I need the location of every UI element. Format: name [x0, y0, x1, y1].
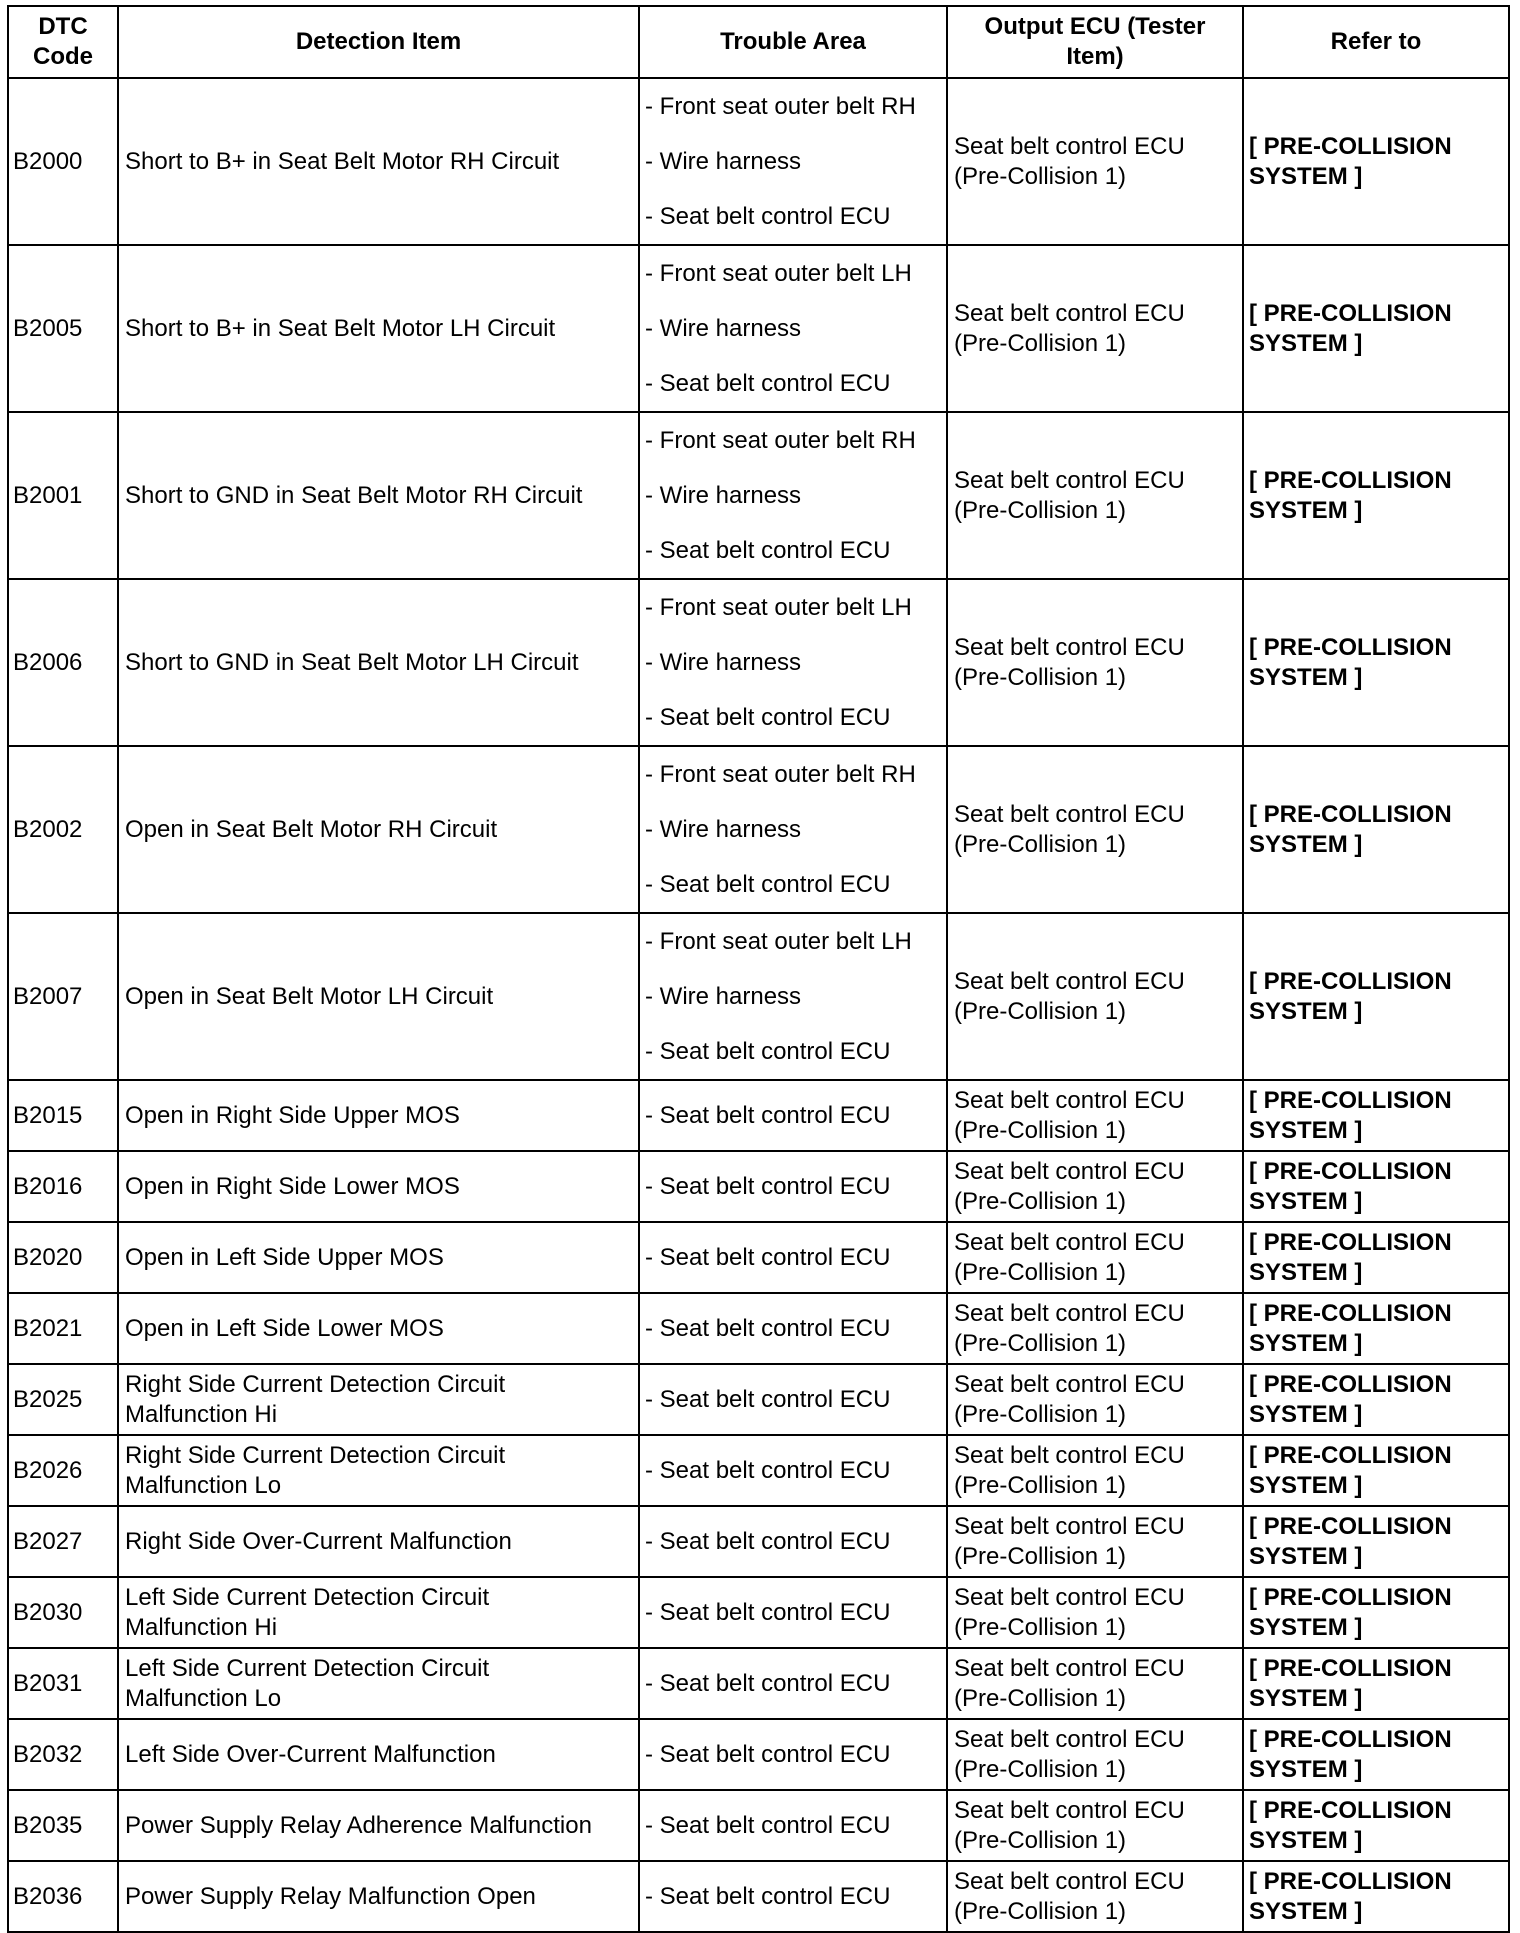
detection-item-line: Right Side Over-Current Malfunction: [125, 1527, 512, 1555]
output-ecu-line: (Pre-Collision 1): [954, 830, 1127, 858]
output-ecu-line: Seat belt control ECU: [954, 1796, 1185, 1824]
table-row: [8, 746, 1509, 913]
detection-item-line: Open in Right Side Lower MOS: [125, 1172, 460, 1200]
trouble-area-line: - Wire harness: [645, 983, 802, 1010]
refer-to-line: [ PRE-COLLISION: [1249, 132, 1452, 160]
refer-to-line: SYSTEM ]: [1249, 1116, 1363, 1144]
detection-item-cell: [118, 1435, 639, 1506]
refer-to-cell: [1243, 1719, 1509, 1790]
refer-to-cell: [1243, 1364, 1509, 1435]
output-ecu-line: (Pre-Collision 1): [954, 1471, 1127, 1499]
header-label: Trouble Area: [720, 28, 866, 55]
trouble-area-cell: [639, 78, 947, 245]
trouble-area-line: - Seat belt control ECU: [645, 1038, 891, 1065]
output-ecu-line: (Pre-Collision 1): [954, 1258, 1127, 1286]
header-row: [8, 6, 1509, 78]
trouble-area-line: - Seat belt control ECU: [645, 537, 891, 564]
dtc-table: [7, 5, 1510, 1933]
refer-to-line: [ PRE-COLLISION: [1249, 1725, 1452, 1753]
output-ecu-cell: [947, 412, 1243, 579]
refer-to-line: SYSTEM ]: [1249, 663, 1363, 691]
table-row: [8, 1861, 1509, 1932]
dtc-code-cell: B2015: [8, 1080, 118, 1151]
refer-to-cell: [1243, 1293, 1509, 1364]
trouble-area-cell: [639, 1222, 947, 1293]
detection-item-cell: [118, 1861, 639, 1932]
table-row: [8, 1222, 1509, 1293]
detection-item-line: Power Supply Relay Malfunction Open: [125, 1882, 536, 1910]
trouble-area-line: - Seat belt control ECU: [645, 203, 891, 230]
trouble-area-cell: [639, 1506, 947, 1577]
dtc-code-cell: B2036: [8, 1861, 118, 1932]
detection-item-cell: [118, 579, 639, 746]
refer-to-line: [ PRE-COLLISION: [1249, 1867, 1452, 1895]
output-ecu-line: Seat belt control ECU: [954, 1512, 1185, 1540]
output-ecu-cell: [947, 1790, 1243, 1861]
trouble-area-line: - Seat belt control ECU: [645, 1101, 891, 1129]
dtc-code-cell: B2035: [8, 1790, 118, 1861]
trouble-area-cell: [639, 1364, 947, 1435]
trouble-area-line: - Wire harness: [645, 816, 802, 843]
trouble-area-line: - Front seat outer belt LH: [645, 260, 912, 287]
detection-item-line: Left Side Current Detection Circuit: [125, 1583, 490, 1611]
detection-item-line: Malfunction Lo: [125, 1471, 282, 1499]
refer-to-line: [ PRE-COLLISION: [1249, 466, 1452, 494]
refer-to-line: [ PRE-COLLISION: [1249, 1796, 1452, 1824]
dtc-code-cell: B2020: [8, 1222, 118, 1293]
dtc-code-cell: B2025: [8, 1364, 118, 1435]
trouble-area-line: - Front seat outer belt LH: [645, 928, 912, 955]
header-label: Output ECU (Tester: [984, 13, 1206, 40]
trouble-area-line: - Seat belt control ECU: [645, 1172, 891, 1200]
output-ecu-line: Seat belt control ECU: [954, 1725, 1185, 1753]
output-ecu-line: (Pre-Collision 1): [954, 663, 1127, 691]
detection-item-cell: [118, 1080, 639, 1151]
detection-item-line: Right Side Current Detection Circuit: [125, 1370, 506, 1398]
detection-item-line: Open in Seat Belt Motor LH Circuit: [125, 982, 494, 1010]
table-row: [8, 579, 1509, 746]
detection-item-line: Open in Right Side Upper MOS: [125, 1101, 460, 1129]
trouble-area-line: - Seat belt control ECU: [645, 1598, 891, 1626]
output-ecu-line: (Pre-Collision 1): [954, 1897, 1127, 1925]
trouble-area-line: - Wire harness: [645, 315, 802, 342]
output-ecu-cell: [947, 1364, 1243, 1435]
output-ecu-cell: [947, 245, 1243, 412]
detection-item-line: Malfunction Lo: [125, 1684, 282, 1712]
table-row: [8, 913, 1509, 1080]
detection-item-line: Short to GND in Seat Belt Motor LH Circuit: [125, 648, 579, 676]
trouble-area-cell: [639, 1151, 947, 1222]
output-ecu-cell: [947, 78, 1243, 245]
output-ecu-line: (Pre-Collision 1): [954, 1684, 1127, 1712]
trouble-area-line: - Seat belt control ECU: [645, 1243, 891, 1271]
output-ecu-line: Seat belt control ECU: [954, 1441, 1185, 1469]
output-ecu-line: Seat belt control ECU: [954, 1299, 1185, 1327]
output-ecu-cell: [947, 1577, 1243, 1648]
refer-to-line: [ PRE-COLLISION: [1249, 1370, 1452, 1398]
output-ecu-cell: [947, 913, 1243, 1080]
trouble-area-cell: [639, 1861, 947, 1932]
trouble-area-line: - Seat belt control ECU: [645, 1314, 891, 1342]
detection-item-line: Malfunction Hi: [125, 1400, 278, 1428]
header-output-ecu: [947, 6, 1243, 78]
refer-to-cell: [1243, 1222, 1509, 1293]
refer-to-line: [ PRE-COLLISION: [1249, 299, 1452, 327]
table-row: [8, 1577, 1509, 1648]
trouble-area-cell: [639, 245, 947, 412]
output-ecu-line: (Pre-Collision 1): [954, 1329, 1127, 1357]
table-row: [8, 1506, 1509, 1577]
output-ecu-line: Seat belt control ECU: [954, 132, 1185, 160]
output-ecu-line: Seat belt control ECU: [954, 1228, 1185, 1256]
output-ecu-line: (Pre-Collision 1): [954, 1542, 1127, 1570]
refer-to-line: SYSTEM ]: [1249, 1400, 1363, 1428]
dtc-code-cell: B2016: [8, 1151, 118, 1222]
output-ecu-line: Seat belt control ECU: [954, 299, 1185, 327]
refer-to-line: SYSTEM ]: [1249, 1329, 1363, 1357]
output-ecu-cell: [947, 1151, 1243, 1222]
trouble-area-cell: [639, 1648, 947, 1719]
dtc-code-cell: B2027: [8, 1506, 118, 1577]
refer-to-line: SYSTEM ]: [1249, 1684, 1363, 1712]
trouble-area-cell: [639, 1293, 947, 1364]
table-row: [8, 1364, 1509, 1435]
output-ecu-line: Seat belt control ECU: [954, 1370, 1185, 1398]
detection-item-cell: [118, 1364, 639, 1435]
table-row: [8, 1719, 1509, 1790]
refer-to-cell: [1243, 579, 1509, 746]
trouble-area-cell: [639, 412, 947, 579]
dtc-code-cell: B2006: [8, 579, 118, 746]
refer-to-line: SYSTEM ]: [1249, 1187, 1363, 1215]
detection-item-cell: [118, 412, 639, 579]
refer-to-cell: [1243, 78, 1509, 245]
output-ecu-cell: [947, 1506, 1243, 1577]
output-ecu-line: (Pre-Collision 1): [954, 496, 1127, 524]
header-label: DTC: [38, 13, 88, 40]
trouble-area-cell: [639, 1435, 947, 1506]
detection-item-line: Short to B+ in Seat Belt Motor LH Circuit: [125, 314, 556, 342]
output-ecu-line: Seat belt control ECU: [954, 633, 1185, 661]
refer-to-line: SYSTEM ]: [1249, 1613, 1363, 1641]
refer-to-line: [ PRE-COLLISION: [1249, 1441, 1452, 1469]
refer-to-line: SYSTEM ]: [1249, 1826, 1363, 1854]
refer-to-line: SYSTEM ]: [1249, 162, 1363, 190]
output-ecu-line: Seat belt control ECU: [954, 800, 1185, 828]
trouble-area-line: - Wire harness: [645, 649, 802, 676]
refer-to-line: SYSTEM ]: [1249, 496, 1363, 524]
table-row: [8, 78, 1509, 245]
detection-item-line: Open in Left Side Lower MOS: [125, 1314, 444, 1342]
output-ecu-line: Seat belt control ECU: [954, 1867, 1185, 1895]
refer-to-cell: [1243, 245, 1509, 412]
detection-item-cell: [118, 1293, 639, 1364]
trouble-area-cell: [639, 1790, 947, 1861]
refer-to-line: SYSTEM ]: [1249, 1897, 1363, 1925]
trouble-area-line: - Front seat outer belt LH: [645, 594, 912, 621]
dtc-code-cell: B2000: [8, 78, 118, 245]
trouble-area-line: - Seat belt control ECU: [645, 1669, 891, 1697]
refer-to-line: [ PRE-COLLISION: [1249, 967, 1452, 995]
refer-to-line: SYSTEM ]: [1249, 1258, 1363, 1286]
detection-item-cell: [118, 913, 639, 1080]
refer-to-line: [ PRE-COLLISION: [1249, 1512, 1452, 1540]
table-row: [8, 1080, 1509, 1151]
refer-to-line: [ PRE-COLLISION: [1249, 1086, 1452, 1114]
trouble-area-cell: [639, 1577, 947, 1648]
dtc-code-cell: B2007: [8, 913, 118, 1080]
refer-to-line: [ PRE-COLLISION: [1249, 1654, 1452, 1682]
output-ecu-cell: [947, 1719, 1243, 1790]
output-ecu-line: (Pre-Collision 1): [954, 1613, 1127, 1641]
trouble-area-line: - Wire harness: [645, 482, 802, 509]
trouble-area-line: - Front seat outer belt RH: [645, 427, 916, 454]
dtc-code-cell: B2005: [8, 245, 118, 412]
output-ecu-line: (Pre-Collision 1): [954, 997, 1127, 1025]
refer-to-cell: [1243, 746, 1509, 913]
refer-to-cell: [1243, 913, 1509, 1080]
refer-to-line: SYSTEM ]: [1249, 1471, 1363, 1499]
table-header: [8, 6, 1509, 78]
output-ecu-cell: [947, 746, 1243, 913]
refer-to-line: SYSTEM ]: [1249, 1542, 1363, 1570]
header-detection-item: [118, 6, 639, 78]
trouble-area-line: - Seat belt control ECU: [645, 1882, 891, 1910]
refer-to-cell: [1243, 1861, 1509, 1932]
detection-item-cell: [118, 1222, 639, 1293]
refer-to-line: [ PRE-COLLISION: [1249, 1157, 1452, 1185]
refer-to-line: [ PRE-COLLISION: [1249, 1583, 1452, 1611]
output-ecu-cell: [947, 1080, 1243, 1151]
trouble-area-line: - Seat belt control ECU: [645, 704, 891, 731]
detection-item-cell: [118, 78, 639, 245]
refer-to-line: [ PRE-COLLISION: [1249, 633, 1452, 661]
table-row: [8, 1293, 1509, 1364]
refer-to-line: [ PRE-COLLISION: [1249, 1228, 1452, 1256]
header-label: Code: [33, 43, 93, 70]
refer-to-cell: [1243, 1151, 1509, 1222]
detection-item-line: Open in Left Side Upper MOS: [125, 1243, 444, 1271]
detection-item-cell: [118, 746, 639, 913]
output-ecu-line: (Pre-Collision 1): [954, 1755, 1127, 1783]
trouble-area-line: - Seat belt control ECU: [645, 1527, 891, 1555]
output-ecu-line: (Pre-Collision 1): [954, 1826, 1127, 1854]
detection-item-cell: [118, 1577, 639, 1648]
trouble-area-line: - Wire harness: [645, 148, 802, 175]
table-row: [8, 1648, 1509, 1719]
table-row: [8, 245, 1509, 412]
header-label: Item): [1066, 43, 1124, 70]
table-row: [8, 1435, 1509, 1506]
detection-item-cell: [118, 1648, 639, 1719]
detection-item-line: Power Supply Relay Adherence Malfunction: [125, 1811, 592, 1839]
table-row: [8, 412, 1509, 579]
dtc-code-cell: B2001: [8, 412, 118, 579]
refer-to-cell: [1243, 1506, 1509, 1577]
trouble-area-cell: [639, 1719, 947, 1790]
output-ecu-line: Seat belt control ECU: [954, 1654, 1185, 1682]
output-ecu-line: Seat belt control ECU: [954, 967, 1185, 995]
output-ecu-cell: [947, 1293, 1243, 1364]
refer-to-line: [ PRE-COLLISION: [1249, 800, 1452, 828]
output-ecu-line: Seat belt control ECU: [954, 1583, 1185, 1611]
refer-to-cell: [1243, 412, 1509, 579]
refer-to-line: SYSTEM ]: [1249, 997, 1363, 1025]
output-ecu-line: (Pre-Collision 1): [954, 329, 1127, 357]
trouble-area-line: - Seat belt control ECU: [645, 370, 891, 397]
header-refer-to: [1243, 6, 1509, 78]
refer-to-cell: [1243, 1435, 1509, 1506]
trouble-area-line: - Seat belt control ECU: [645, 1385, 891, 1413]
dtc-code-cell: B2031: [8, 1648, 118, 1719]
detection-item-cell: [118, 1151, 639, 1222]
output-ecu-line: (Pre-Collision 1): [954, 1116, 1127, 1144]
dtc-code-cell: B2026: [8, 1435, 118, 1506]
refer-to-line: SYSTEM ]: [1249, 329, 1363, 357]
trouble-area-cell: [639, 1080, 947, 1151]
header-label: Detection Item: [295, 28, 462, 55]
detection-item-cell: [118, 1790, 639, 1861]
detection-item-line: Short to B+ in Seat Belt Motor RH Circuit: [125, 147, 560, 175]
detection-item-cell: [118, 245, 639, 412]
table-body: [8, 78, 1509, 1932]
output-ecu-cell: [947, 1861, 1243, 1932]
detection-item-line: Left Side Current Detection Circuit: [125, 1654, 490, 1682]
dtc-code-cell: B2021: [8, 1293, 118, 1364]
output-ecu-cell: [947, 1435, 1243, 1506]
output-ecu-line: (Pre-Collision 1): [954, 162, 1127, 190]
trouble-area-line: - Seat belt control ECU: [645, 1811, 891, 1839]
refer-to-line: [ PRE-COLLISION: [1249, 1299, 1452, 1327]
detection-item-line: Short to GND in Seat Belt Motor RH Circuit: [125, 481, 583, 509]
dtc-code-cell: B2032: [8, 1719, 118, 1790]
trouble-area-line: - Seat belt control ECU: [645, 871, 891, 898]
output-ecu-line: Seat belt control ECU: [954, 466, 1185, 494]
output-ecu-line: Seat belt control ECU: [954, 1086, 1185, 1114]
detection-item-cell: [118, 1719, 639, 1790]
refer-to-cell: [1243, 1577, 1509, 1648]
detection-item-line: Right Side Current Detection Circuit: [125, 1441, 506, 1469]
refer-to-line: SYSTEM ]: [1249, 1755, 1363, 1783]
trouble-area-cell: [639, 913, 947, 1080]
output-ecu-cell: [947, 579, 1243, 746]
trouble-area-line: - Front seat outer belt RH: [645, 761, 916, 788]
dtc-code-cell: B2030: [8, 1577, 118, 1648]
output-ecu-line: (Pre-Collision 1): [954, 1187, 1127, 1215]
header-trouble-area: [639, 6, 947, 78]
output-ecu-line: (Pre-Collision 1): [954, 1400, 1127, 1428]
detection-item-line: Left Side Over-Current Malfunction: [125, 1740, 496, 1768]
output-ecu-line: Seat belt control ECU: [954, 1157, 1185, 1185]
refer-to-cell: [1243, 1080, 1509, 1151]
trouble-area-line: - Seat belt control ECU: [645, 1740, 891, 1768]
trouble-area-cell: [639, 579, 947, 746]
refer-to-line: SYSTEM ]: [1249, 830, 1363, 858]
detection-item-cell: [118, 1506, 639, 1577]
header-dtc-code: [8, 6, 118, 78]
trouble-area-line: - Seat belt control ECU: [645, 1456, 891, 1484]
table-row: [8, 1790, 1509, 1861]
refer-to-cell: [1243, 1790, 1509, 1861]
table-row: [8, 1151, 1509, 1222]
refer-to-cell: [1243, 1648, 1509, 1719]
output-ecu-cell: [947, 1648, 1243, 1719]
detection-item-line: Open in Seat Belt Motor RH Circuit: [125, 815, 498, 843]
output-ecu-cell: [947, 1222, 1243, 1293]
detection-item-line: Malfunction Hi: [125, 1613, 278, 1641]
header-label: Refer to: [1330, 28, 1422, 55]
trouble-area-line: - Front seat outer belt RH: [645, 93, 916, 120]
dtc-code-cell: B2002: [8, 746, 118, 913]
trouble-area-cell: [639, 746, 947, 913]
